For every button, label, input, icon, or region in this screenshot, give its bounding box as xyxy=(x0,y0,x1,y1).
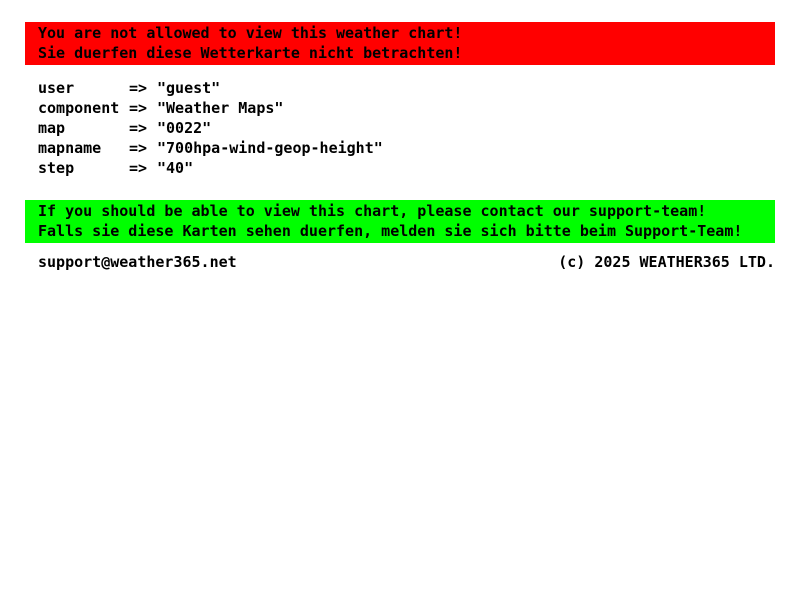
detail-value: "guest" xyxy=(157,79,221,97)
detail-value: "Weather Maps" xyxy=(157,99,284,117)
detail-arrow: => xyxy=(129,99,148,117)
detail-arrow: => xyxy=(129,139,148,157)
support-email: support@weather365.net xyxy=(38,253,237,271)
detail-value: "700hpa-wind-geop-height" xyxy=(157,139,383,157)
detail-value: "40" xyxy=(157,159,194,177)
detail-key: user xyxy=(38,79,75,97)
detail-row-mapname xyxy=(38,138,775,158)
detail-key: map xyxy=(38,119,66,137)
support-banner-line-en: If you should be able to view this chart, please contact our support-team! xyxy=(38,202,707,220)
error-banner-line-de: Sie duerfen diese Wetterkarte nicht betrachten! xyxy=(38,44,463,62)
request-details xyxy=(38,78,775,178)
error-banner-line-en: You are not allowed to view this weather chart! xyxy=(38,24,463,42)
detail-row-user xyxy=(38,78,775,98)
page-root xyxy=(0,0,800,272)
detail-key: step xyxy=(38,159,75,177)
detail-key: component xyxy=(38,99,120,117)
detail-row-step xyxy=(38,158,775,178)
error-banner xyxy=(25,22,775,65)
detail-row-component xyxy=(38,98,775,118)
detail-row-map xyxy=(38,118,775,138)
footer xyxy=(25,252,775,272)
support-banner-line-de: Falls sie diese Karten sehen duerfen, melden sie sich bitte beim Support-Team! xyxy=(38,222,743,240)
detail-arrow: => xyxy=(129,119,148,137)
detail-arrow: => xyxy=(129,159,148,177)
detail-arrow: => xyxy=(129,79,148,97)
detail-value: "0022" xyxy=(157,119,212,137)
copyright-notice: (c) 2025 WEATHER365 LTD. xyxy=(558,253,775,271)
support-banner xyxy=(25,200,775,243)
detail-key: mapname xyxy=(38,139,102,157)
